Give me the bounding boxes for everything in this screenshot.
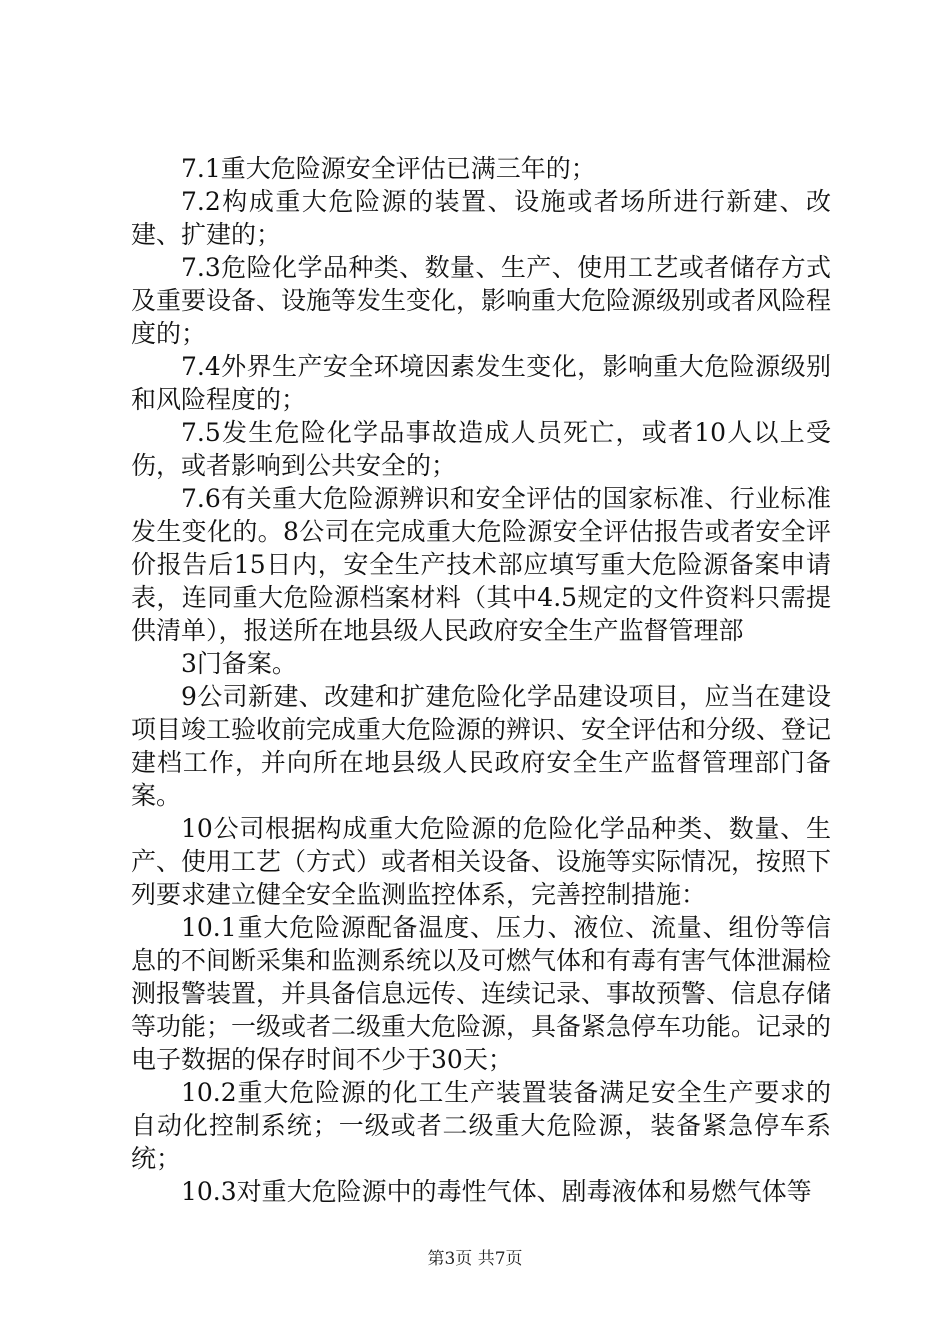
paragraph-7-2: 7.2构成重大危险源的装置、设施或者场所进行新建、改建、扩建的； [131, 187, 831, 249]
paragraph-7-1: 7.1重大危险源安全评估已满三年的； [181, 154, 596, 183]
paragraph-10: 10公司根据构成重大危险源的危险化学品种类、数量、生产、使用工艺（方式）或者相关设备、设施等实际情况，按照下列要求建立健全安全监测监控体系，完善控制措施： [131, 814, 832, 909]
page-number-footer: 第3页 共7页 [427, 1249, 523, 1269]
paragraph-7-4: 7.4外界生产安全环境因素发生变化，影响重大危险源级别和风险程度的； [131, 352, 831, 414]
paragraph-10-3: 10.3对重大危险源中的毒性气体、剧毒液体和易燃气体等 [181, 1177, 812, 1206]
paragraph-10-1: 10.1重大危险源配备温度、压力、液位、流量、组份等信息的不间断采集和监测系统以及可燃气体和有毒有害气体泄漏检测报警装置，并具备信息远传、连续记录、事故预警、信息存储等功能；一级或者二级重大危险源，具备紧急停车功能。记录的电子数据的保存时间不少于30天； [131, 913, 832, 1074]
paragraph-7-6: 7.6有关重大危险源辨识和安全评估的国家标准、行业标准发生变化的。8公司在完成重大危险源安全评估报告或者安全评价报告后15日内，安全生产技术部应填写重大危险源备案申请表，连同重大危险源档案材料（其中4.5规定的文件资料只需提供清单），报送所在地县级人民政府安全生产监督管理部 [131, 484, 831, 645]
paragraph-3-filing: 3门备案。 [181, 649, 297, 678]
paragraph-7-3: 7.3危险化学品种类、数量、生产、使用工艺或者储存方式及重要设备、设施等发生变化，影响重大危险源级别或者风险程度的； [131, 253, 832, 348]
paragraph-10-2: 10.2重大危险源的化工生产装置装备满足安全生产要求的自动化控制系统；一级或者二级重大危险源，装备紧急停车系统； [131, 1078, 831, 1173]
document-body [131, 152, 831, 1208]
paragraph-7-5: 7.5发生危险化学品事故造成人员死亡，或者10人以上受伤，或者影响到公共安全的； [131, 418, 831, 480]
paragraph-9: 9公司新建、改建和扩建危险化学品建设项目，应当在建设项目竣工验收前完成重大危险源的辨识、安全评估和分级、登记建档工作，并向所在地县级人民政府安全生产监督管理部门备案。 [131, 682, 832, 810]
